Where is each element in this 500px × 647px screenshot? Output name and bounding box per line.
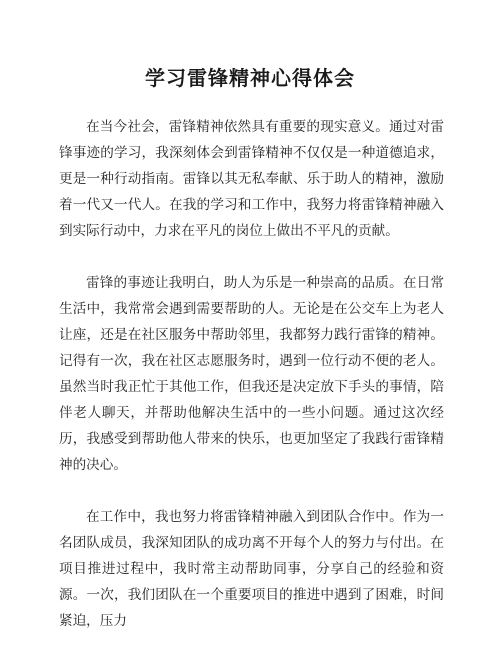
document-title: 学习雷锋精神心得体会	[145, 66, 355, 90]
paragraph-2: 雷锋的事迹让我明白，助人为乐是一种崇高的品质。在日常生活中，我常常会遇到需要帮助的人。无论是在公交车上为老人让座，还是在社区服务中帮助邻里，我都努力践行雷锋的精神。记得有一次，我在社区志愿服务时，遇到一位行动不便的老人。虽然当时我正忙于其他工作，但我还是决定放下手头的事情，陪伴老人聊天，并帮助他解决生活中的一些小问题。通过这次经历，我感受到帮助他人带来的快乐，也更加坚定了我践行雷锋精神的决心。	[59, 275, 444, 473]
document-body	[59, 114, 444, 647]
paragraph-3: 在工作中，我也努力将雷锋精神融入到团队合作中。作为一名团队成员，我深知团队的成功离不开每个人的努力与付出。在项目推进过程中，我时常主动帮助同事，分享自己的经验和资源。一次，我们团队在一个重要项目的推进中遇到了困难，时间紧迫，压力	[59, 509, 444, 629]
paragraph-1: 在当今社会，雷锋精神依然具有重要的现实意义。通过对雷锋事迹的学习，我深刻体会到雷锋精神不仅仅是一种道德追求，更是一种行动指南。雷锋以其无私奉献、乐于助人的精神，激励着一代又一代人。在我的学习和工作中，我努力将雷锋精神融入到实际行动中，力求在平凡的岗位上做出不平凡的贡献。	[59, 119, 444, 239]
